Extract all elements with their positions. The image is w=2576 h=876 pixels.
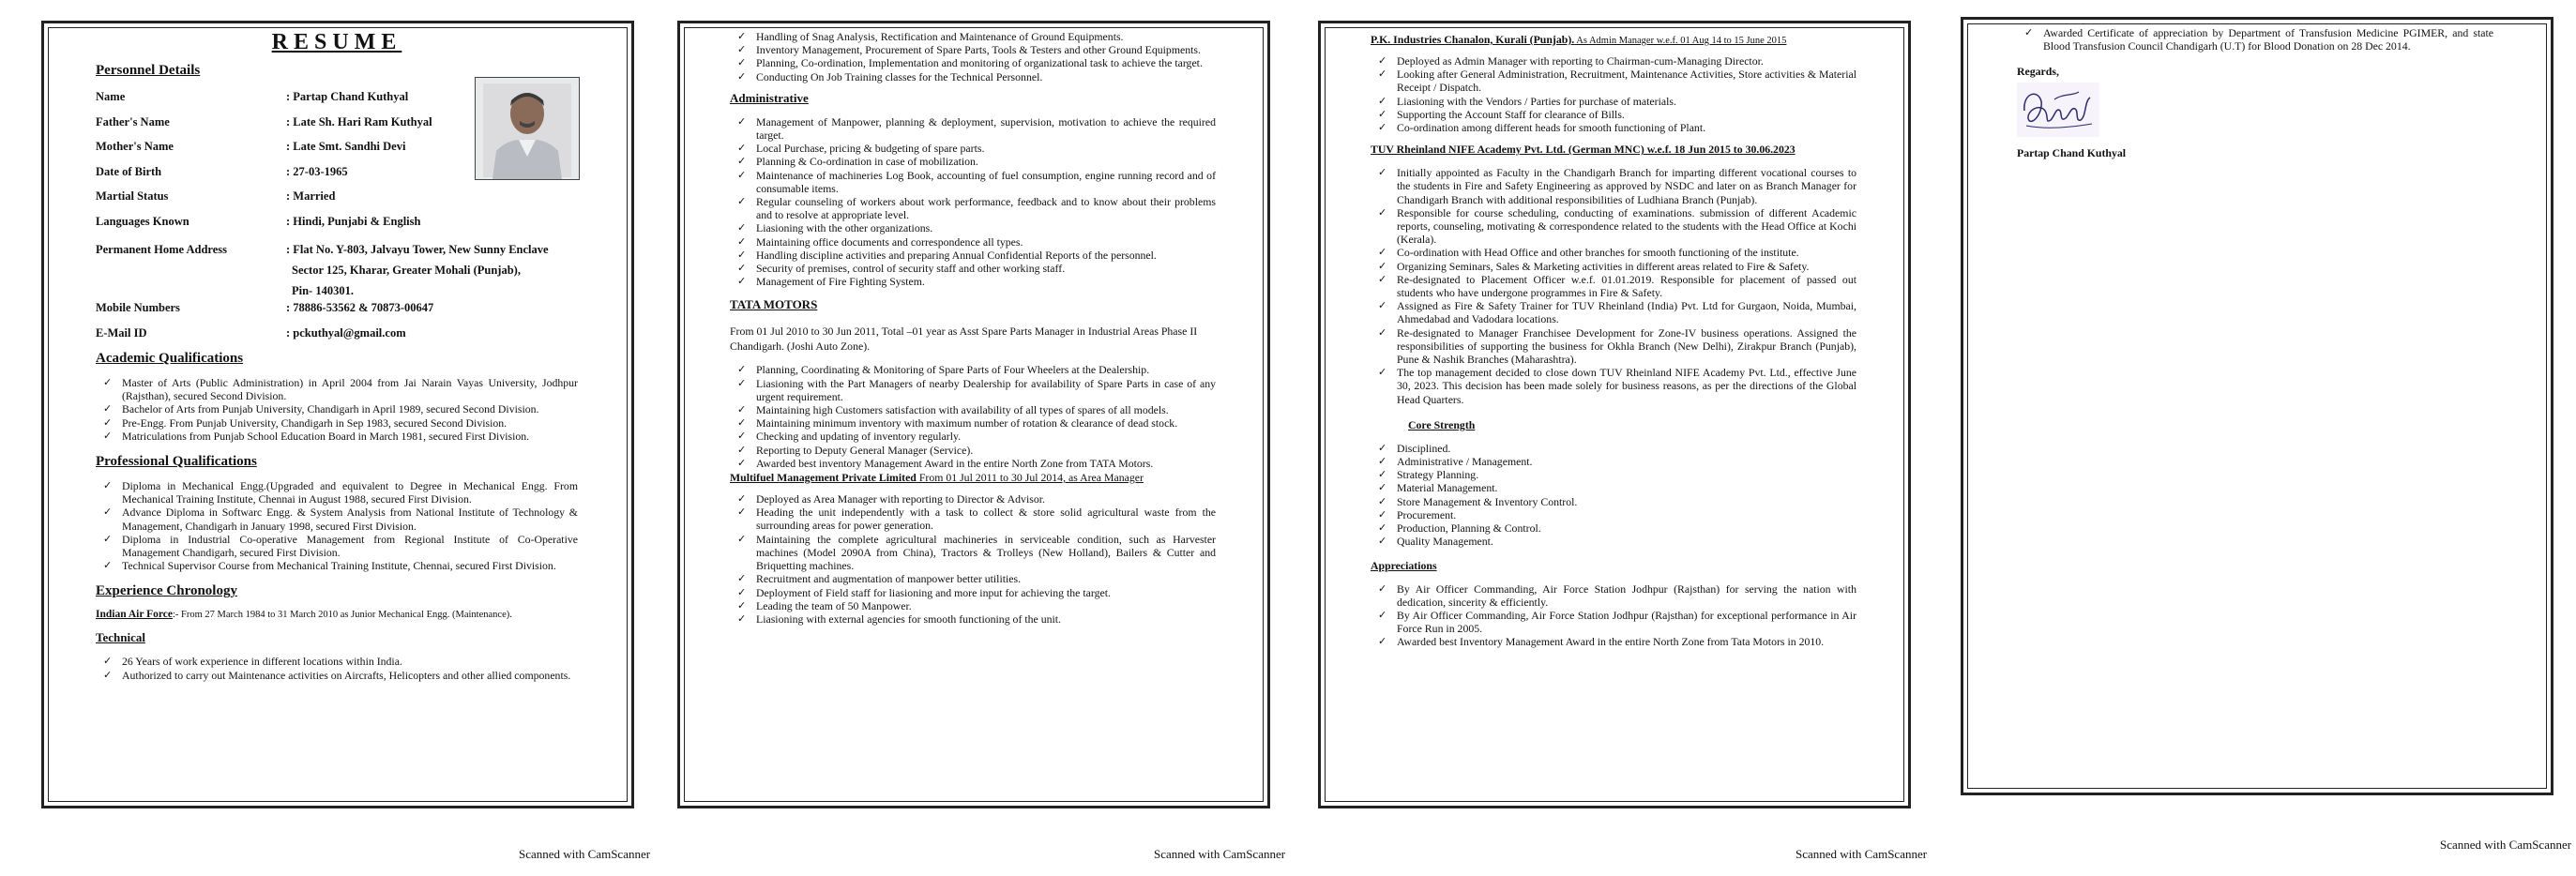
page-4-frame bbox=[1967, 23, 2547, 789]
list-item: ✓ Heading the unit independently with a task to collect & store solid agricultural waste from the surrounding areas for power generation. bbox=[756, 506, 1216, 532]
pk-heading-line bbox=[1371, 32, 1856, 49]
list-item: ✓ Reporting to Deputy General Manager (Service). bbox=[756, 444, 1216, 457]
list-item: ✓ Organizing Seminars, Sales & Marketing activities in different areas related to Fire & Safety. bbox=[1397, 260, 1856, 273]
list-item: ✓ Co-ordination with Head Office and other branches for smooth functioning of the institute. bbox=[1397, 246, 1856, 259]
appreciations-list bbox=[1371, 582, 1856, 649]
resume-page-4 bbox=[1961, 17, 2553, 795]
tata-motors-heading: TATA MOTORS bbox=[730, 297, 818, 312]
detail-row-mother bbox=[96, 140, 578, 165]
list-item: ✓ Store Management & Inventory Control. bbox=[1397, 495, 1856, 508]
list-item: ✓ Production, Planning & Control. bbox=[1397, 521, 1856, 535]
list-item: ✓ Leading the team of 50 Manpower. bbox=[756, 599, 1216, 612]
list-item: ✓ Inventory Management, Procurement of Spare Parts, Tools & Testers and other Ground Equipments. bbox=[756, 43, 1216, 56]
address-line: Sector 125, Kharar, Greater Mohali (Punjab), bbox=[292, 264, 521, 277]
personnel-details-heading: Personnel Details bbox=[96, 63, 201, 78]
detail-row-marital bbox=[96, 189, 578, 215]
list-item: ✓ Diploma in Mechanical Engg.(Upgraded and equivalent to Degree in Mechanical Engg. From Mechanical Training Institute, Chennai in August 1988, secured First Division. bbox=[122, 479, 578, 506]
detail-row-name bbox=[96, 90, 578, 115]
list-item: ✓ Responsible for course scheduling, conducting of examinations. submission of different Academic reports, counseling, motivating & correspondence related to the students with the Head Office at Kochi (Kerala). bbox=[1397, 206, 1856, 247]
page-2-frame bbox=[684, 27, 1264, 802]
list-item: ✓ Awarded best inventory Management Award in the entire North Zone from TATA Motors. bbox=[756, 457, 1216, 470]
list-item: ✓ The top management decided to close down TUV Rheinland NIFE Academy Pvt. Ltd., effective June 30, 2023. This decision has been made solely for business reasons, as per the directions of the Global Head Quarters. bbox=[1397, 366, 1856, 406]
address-line: : Flat No. Y-803, Jalvayu Tower, New Sunny Enclave bbox=[286, 243, 549, 256]
list-item: ✓ Strategy Planning. bbox=[1397, 468, 1856, 481]
detail-row-father bbox=[96, 115, 578, 141]
page-1-frame bbox=[48, 27, 628, 802]
list-item: ✓ Recruitment and augmentation of manpower better utilities. bbox=[756, 572, 1216, 585]
tata-intro: From 01 Jul 2010 to 30 Jun 2011, Total –01 year as Asst Spare Parts Manager in Industrial Areas Phase II Chandigarh. (Joshi Auto Zone). bbox=[730, 325, 1198, 354]
list-item: ✓ Disciplined. bbox=[1397, 442, 1856, 455]
detail-row-email bbox=[96, 326, 578, 352]
tata-list bbox=[730, 363, 1216, 470]
resume-page-1 bbox=[41, 21, 634, 808]
list-item: ✓ Liasioning with the other organizations. bbox=[756, 221, 1216, 234]
list-item: ✓ Awarded best Inventory Management Award in the entire North Zone from Tata Motors in 2010. bbox=[1397, 635, 1856, 648]
list-item: ✓ Looking after General Administration, Recruitment, Maintenance Activities, Store activities & Material Receipt / Dispatch. bbox=[1397, 68, 1856, 94]
address-line: Pin- 140301. bbox=[292, 284, 354, 297]
list-item: ✓ Bachelor of Arts from Punjab University, Chandigarh in April 1989, secured Second Division. bbox=[122, 402, 578, 415]
list-item: ✓ Conducting On Job Training classes for the Technical Personnel. bbox=[756, 70, 1216, 83]
list-item: ✓ Management of Manpower, planning & deployment, supervision, motivation to achieve the required target. bbox=[756, 115, 1216, 142]
detail-label: Languages Known bbox=[96, 214, 189, 228]
list-item: ✓ Liasioning with the Vendors / Parties for purchase of materials. bbox=[1397, 95, 1856, 108]
detail-value: : 27-03-1965 bbox=[286, 164, 348, 178]
address-label: Permanent Home Address bbox=[96, 243, 228, 256]
list-item: ✓ Material Management. bbox=[1397, 481, 1856, 494]
list-item: ✓ Awarded Certificate of appreciation by Department of Transfusion Medicine PGIMER, and state Blood Transfusion Council Chandigarh (U.T) for Blood Donation on 28 Dec 2014. bbox=[2043, 26, 2493, 53]
camscanner-watermark: Scanned with CamScanner bbox=[2440, 838, 2572, 852]
list-item: ✓ Handling of Snag Analysis, Rectification and Maintenance of Ground Equipments. bbox=[756, 30, 1216, 43]
list-item: ✓ Deployed as Admin Manager with reporting to Chairman-cum-Managing Director. bbox=[1397, 54, 1856, 68]
signature bbox=[2017, 83, 2493, 142]
list-item: ✓ Technical Supervisor Course from Mechanical Training Institute, Chennai, secured First Division. bbox=[122, 559, 578, 572]
iaf-label: Indian Air Force bbox=[96, 609, 173, 621]
pk-heading: P.K. Industries Chanalon, Kurali (Punjab). bbox=[1371, 33, 1575, 46]
multifuel-heading: Multifuel Management Private Limited bbox=[730, 471, 917, 485]
pk-list bbox=[1371, 54, 1856, 134]
list-item: ✓ Deployed as Area Manager with reporting to Director & Advisor. bbox=[756, 492, 1216, 506]
detail-value: : Hindi, Punjabi & English bbox=[286, 214, 421, 228]
detail-row-mobile bbox=[96, 301, 578, 326]
detail-label: Martial Status bbox=[96, 189, 169, 203]
list-item: ✓ Re-designated to Placement Officer w.e.f. 01.01.2019. Responsible for placement of passed out students who have undergone programmes in Fire & Safety. bbox=[1397, 273, 1856, 299]
address-value bbox=[286, 239, 549, 301]
academic-heading: Academic Qualifications bbox=[96, 351, 244, 366]
detail-value: : Late Sh. Hari Ram Kuthyal bbox=[286, 114, 432, 128]
core-strength-heading: Core Strength bbox=[1408, 417, 1476, 431]
list-item: ✓ Matriculations from Punjab School Education Board in March 1981, secured First Division. bbox=[122, 430, 578, 443]
list-item: ✓ Advance Diploma in Softwarc Engg. & System Analysis from National Institute of Technology & Management, Chandigarh in January 1998, secured First Division. bbox=[122, 506, 578, 532]
address-row bbox=[96, 239, 578, 301]
signature-name: Partap Chand Kuthyal bbox=[2017, 146, 2127, 160]
email-label: E-Mail ID bbox=[96, 325, 147, 340]
list-item: ✓ Supporting the Account Staff for clearance of Bills. bbox=[1397, 108, 1856, 121]
email-value: : pckuthyal@gmail.com bbox=[286, 325, 406, 340]
detail-value: : Partap Chand Kuthyal bbox=[286, 90, 409, 103]
list-item: ✓ Maintenance of machineries Log Book, accounting of fuel consumption, engine running record and of consumable items. bbox=[756, 169, 1216, 195]
list-item: ✓ 26 Years of work experience in different locations within India. bbox=[122, 655, 578, 668]
tuv-list bbox=[1371, 166, 1856, 406]
iaf-line bbox=[96, 607, 578, 623]
resume-title: RESUME bbox=[271, 30, 402, 54]
detail-label: Date of Birth bbox=[96, 164, 162, 178]
list-item: ✓ By Air Officer Commanding, Air Force Station Jodhpur (Rajsthan) for exceptional performance in Air Force Run in 2005. bbox=[1397, 609, 1856, 635]
pk-period: As Admin Manager w.e.f. 01 Aug 14 to 15 June 2015 bbox=[1574, 36, 1787, 46]
list-item: ✓ Regular counseling of workers about work performance, feedback and to know about their problems and to resolve at appropriate level. bbox=[756, 195, 1216, 221]
list-item: ✓ Authorized to carry out Maintenance activities on Aircrafts, Helicopters and other allied components. bbox=[122, 669, 578, 682]
resume-page-3 bbox=[1318, 21, 1911, 808]
list-item: ✓ Management of Fire Fighting System. bbox=[756, 275, 1216, 288]
list-item: ✓ Quality Management. bbox=[1397, 535, 1856, 548]
detail-value: : Married bbox=[286, 189, 336, 203]
mobile-label: Mobile Numbers bbox=[96, 301, 180, 314]
camscanner-watermark: Scanned with CamScanner bbox=[1154, 847, 1286, 861]
iaf-text: :- From 27 March 1984 to 31 March 2010 as Junior Mechanical Engg. (Maintenance). bbox=[173, 610, 512, 621]
list-item: ✓ Diploma in Industrial Co-operative Management from Regional Institute of Co-Operative Management Chandigarh, secured First Division. bbox=[122, 533, 578, 559]
professional-heading: Professional Qualifications bbox=[96, 454, 257, 470]
list-item: ✓ Security of premises, control of security staff and other working staff. bbox=[756, 262, 1216, 275]
multifuel-period: From 01 Jul 2011 to 30 Jul 2014, as Area Manager bbox=[916, 471, 1144, 485]
list-item: ✓ Co-ordination among different heads for smooth functioning of Plant. bbox=[1397, 121, 1856, 134]
list-item: ✓ Planning, Coordinating & Monitoring of Spare Parts of Four Wheelers at the Dealership. bbox=[756, 363, 1216, 376]
academic-list bbox=[96, 376, 578, 443]
technical-cont-list bbox=[730, 30, 1216, 83]
list-item: ✓ Master of Arts (Public Administration) in April 2004 from Jai Narain Vayas University, Jodhpur (Rajsthan), secured Second Division. bbox=[122, 376, 578, 402]
detail-value: : Late Smt. Sandhi Devi bbox=[286, 140, 406, 153]
list-item: ✓ Administrative / Management. bbox=[1397, 455, 1856, 468]
multifuel-heading-line bbox=[730, 470, 1216, 485]
technical-list bbox=[96, 655, 578, 681]
detail-row-dob bbox=[96, 165, 578, 190]
list-item: ✓ Maintaining high Customers satisfaction with availability of all types of spares of all models. bbox=[756, 403, 1216, 416]
list-item: ✓ Deployment of Field staff for liasioning and more input for achieving the target. bbox=[756, 586, 1216, 599]
list-item: ✓ Liasioning with the Part Managers of nearby Dealership for availability of Spare Parts in case of any urgent requirement. bbox=[756, 377, 1216, 403]
list-item: ✓ By Air Officer Commanding, Air Force Station Jodhpur (Rajsthan) for serving the nation with dedication, sincerity & efficiently. bbox=[1397, 582, 1856, 609]
core-strength-list bbox=[1371, 442, 1856, 549]
list-item: ✓ Planning, Co-ordination, Implementation and monitoring of organizational task to achieve the target. bbox=[756, 56, 1216, 69]
list-item: ✓ Initially appointed as Faculty in the Chandigarh Branch for imparting different vocational courses to the students in Fire and Safety Engineering as approved by NSDC and later on as Branch Manager for Chandigarh Branch with additional responsibilities of Ludhiana Branch (Punjab). bbox=[1397, 166, 1856, 206]
list-item: ✓ Maintaining minimum inventory with maximum number of rotation & clearance of dead stock. bbox=[756, 416, 1216, 430]
mobile-value: : 78886-53562 & 70873-00647 bbox=[286, 301, 434, 314]
appreciations-cont-list bbox=[2017, 26, 2493, 53]
signature-image bbox=[2017, 83, 2099, 137]
list-item: ✓ Liasioning with external agencies for smooth functioning of the unit. bbox=[756, 612, 1216, 626]
list-item: ✓ Maintaining the complete agricultural machineries in serviceable condition, such as Harvester machines (Model 2090A from China), Tractors & Trolleys (New Holland), Bailers & Cutter and Briquetting machines. bbox=[756, 533, 1216, 573]
detail-row-languages bbox=[96, 215, 578, 240]
detail-label: Mother's Name bbox=[96, 140, 174, 153]
list-item: ✓ Pre-Engg. From Punjab University, Chandigarh in Sep 1983, secured Second Division. bbox=[122, 416, 578, 430]
tuv-heading: TUV Rheinland NIFE Academy Pvt. Ltd. (German MNC) w.e.f. 18 Jun 2015 to 30.06.2023 bbox=[1371, 143, 1796, 157]
list-item: ✓ Maintaining office documents and correspondence all types. bbox=[756, 235, 1216, 249]
personal-details-list bbox=[96, 90, 578, 351]
list-item: ✓ Planning & Co-ordination in case of mobilization. bbox=[756, 155, 1216, 168]
administrative-heading: Administrative bbox=[730, 90, 809, 105]
appreciations-heading: Appreciations bbox=[1371, 558, 1437, 572]
list-item: ✓ Re-designated to Manager Franchisee Development for Zone-IV business operations. Assigned the responsibilities of supporting the business for Okhla Branch (New Delhi), Zirakpur Branch (Punjab), Pune & Nashik Branches (Maharashtra). bbox=[1397, 326, 1856, 367]
camscanner-watermark: Scanned with CamScanner bbox=[1796, 847, 1928, 861]
list-item: ✓ Local Purchase, pricing & budgeting of spare parts. bbox=[756, 142, 1216, 155]
resume-page-2 bbox=[677, 21, 1270, 808]
detail-label: Name bbox=[96, 90, 126, 103]
detail-label: Father's Name bbox=[96, 114, 170, 128]
administrative-list bbox=[730, 115, 1216, 289]
list-item: ✓ Procurement. bbox=[1397, 508, 1856, 521]
experience-heading: Experience Chronology bbox=[96, 583, 237, 599]
technical-heading: Technical bbox=[96, 630, 145, 645]
multifuel-list bbox=[730, 492, 1216, 626]
camscanner-watermark: Scanned with CamScanner bbox=[519, 847, 651, 861]
list-item: ✓ Handling discipline activities and preparing Annual Confidential Reports of the personnel. bbox=[756, 249, 1216, 262]
list-item: ✓ Checking and updating of inventory regularly. bbox=[756, 430, 1216, 443]
page-3-frame bbox=[1325, 27, 1904, 802]
regards-text: Regards, bbox=[2017, 65, 2059, 79]
list-item: ✓ Assigned as Fire & Safety Trainer for TUV Rheinland (India) Pvt. Ltd for Gurgaon, Noida, Mumbai, Ahmedabad and Vadodara locations. bbox=[1397, 299, 1856, 325]
professional-list bbox=[96, 479, 578, 572]
